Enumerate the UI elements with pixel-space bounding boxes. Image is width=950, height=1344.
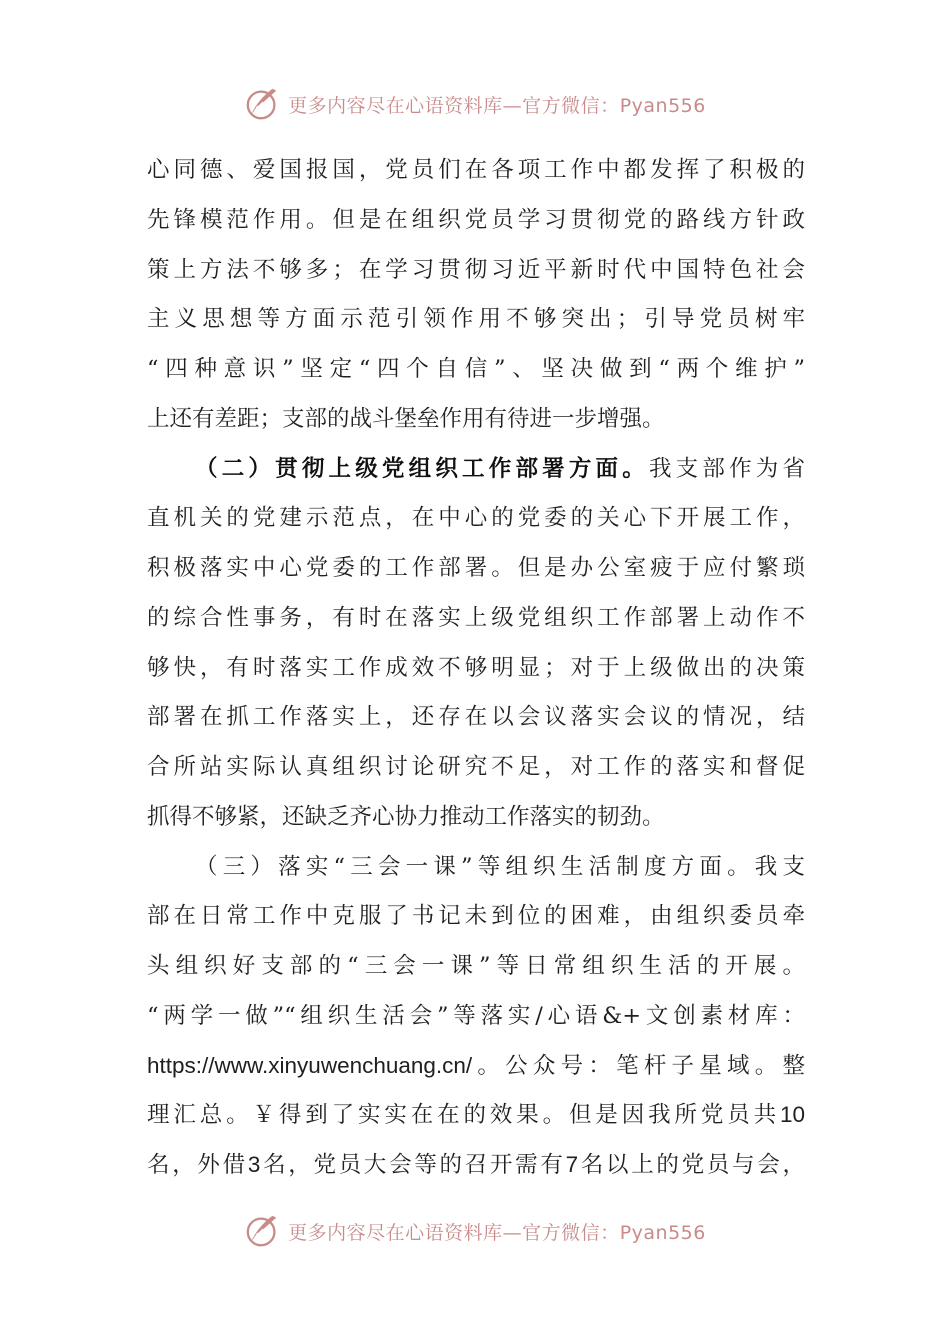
text-line: 合所站实际认真组织讨论研究不足，对工作的落实和督促 — [147, 754, 805, 780]
text-run: 我支部作为省 — [648, 456, 805, 482]
member-count: 10 — [779, 1102, 805, 1127]
pen-nib-seal-icon — [244, 1212, 282, 1250]
text-line: 积极落实中心党委的工作部署。但是办公室疲于应付繁琐 — [147, 555, 805, 581]
text-run: 名以上的党员与会， — [578, 1152, 805, 1178]
banner-wechat-id: Pyan556 — [619, 94, 706, 117]
text-run: 名，党员大会等的召开需有 — [260, 1152, 566, 1178]
text-line — [147, 1095, 805, 1135]
text-line: 心同德、爱国报国，党员们在各项工作中都发挥了积极的 — [147, 157, 805, 183]
section-heading: （二）贯彻上级党组织工作部署方面。 — [195, 456, 649, 482]
text-line: 先锋模范作用。但是在组织党员学习贯彻党的路线方针政 — [147, 207, 805, 233]
text-line: （三）落实“三会一课”等组织生活制度方面。我支 — [195, 854, 805, 880]
banner-contact: 官方微信： — [522, 1221, 620, 1244]
text-line: 抓得不够紧，还缺乏齐心协力推动工作落实的韧劲。 — [147, 804, 665, 830]
text-line — [147, 1046, 805, 1086]
text-line: 的综合性事务，有时在落实上级党组织工作部署上动作不 — [147, 605, 805, 631]
text-line: 策上方法不够多；在学习贯彻习近平新时代中国特色社会 — [147, 257, 805, 283]
text-line: 够快，有时落实工作成效不够明显；对于上级做出的决策 — [147, 655, 805, 681]
footer-banner-text — [288, 1218, 706, 1245]
text-run: 。公众号：笔杆子星域。整 — [472, 1053, 805, 1079]
footer-banner — [0, 1209, 950, 1253]
quorum-count: 7 — [565, 1152, 579, 1177]
banner-title: 更多内容尽在心语资料库 — [288, 1221, 503, 1244]
source-url: https://www.xinyuwenchuang.cn/ — [147, 1053, 473, 1078]
text-line: 上还有差距；支部的战斗堡垒作用有待进一步增强。 — [147, 406, 665, 432]
text-line — [195, 449, 805, 489]
text-line: 部在日常工作中克服了书记未到位的困难，由组织委员牵 — [147, 903, 805, 929]
text-line: 主义思想等方面示范引领作用不够突出；引导党员树牢 — [147, 306, 805, 332]
text-run: 理汇总。￥得到了实实在在的效果。但是因我所党员共 — [147, 1102, 780, 1128]
text-line: 部署在抓工作落实上，还存在以会议落实会议的情况，结 — [147, 704, 805, 730]
borrowed-count: 3 — [247, 1152, 261, 1177]
banner-wechat-id: Pyan556 — [619, 1221, 706, 1244]
banner-title: 更多内容尽在心语资料库 — [288, 94, 503, 117]
text-line: “四种意识”坚定“四个自信”、坚决做到“两个维护” — [147, 356, 805, 382]
banner-dash: — — [502, 94, 523, 117]
text-line: 头组织好支部的“三会一课”等日常组织生活的开展。 — [147, 953, 805, 979]
banner-dash: — — [502, 1221, 523, 1244]
text-line — [147, 1145, 805, 1185]
text-line: 直机关的党建示范点，在中心的党委的关心下开展工作， — [147, 505, 805, 531]
banner-contact: 官方微信： — [522, 94, 620, 117]
text-run: 名，外借 — [147, 1152, 248, 1178]
text-line: “两学一做”“组织生活会”等落实/心语&+文创素材库： — [147, 1003, 805, 1029]
